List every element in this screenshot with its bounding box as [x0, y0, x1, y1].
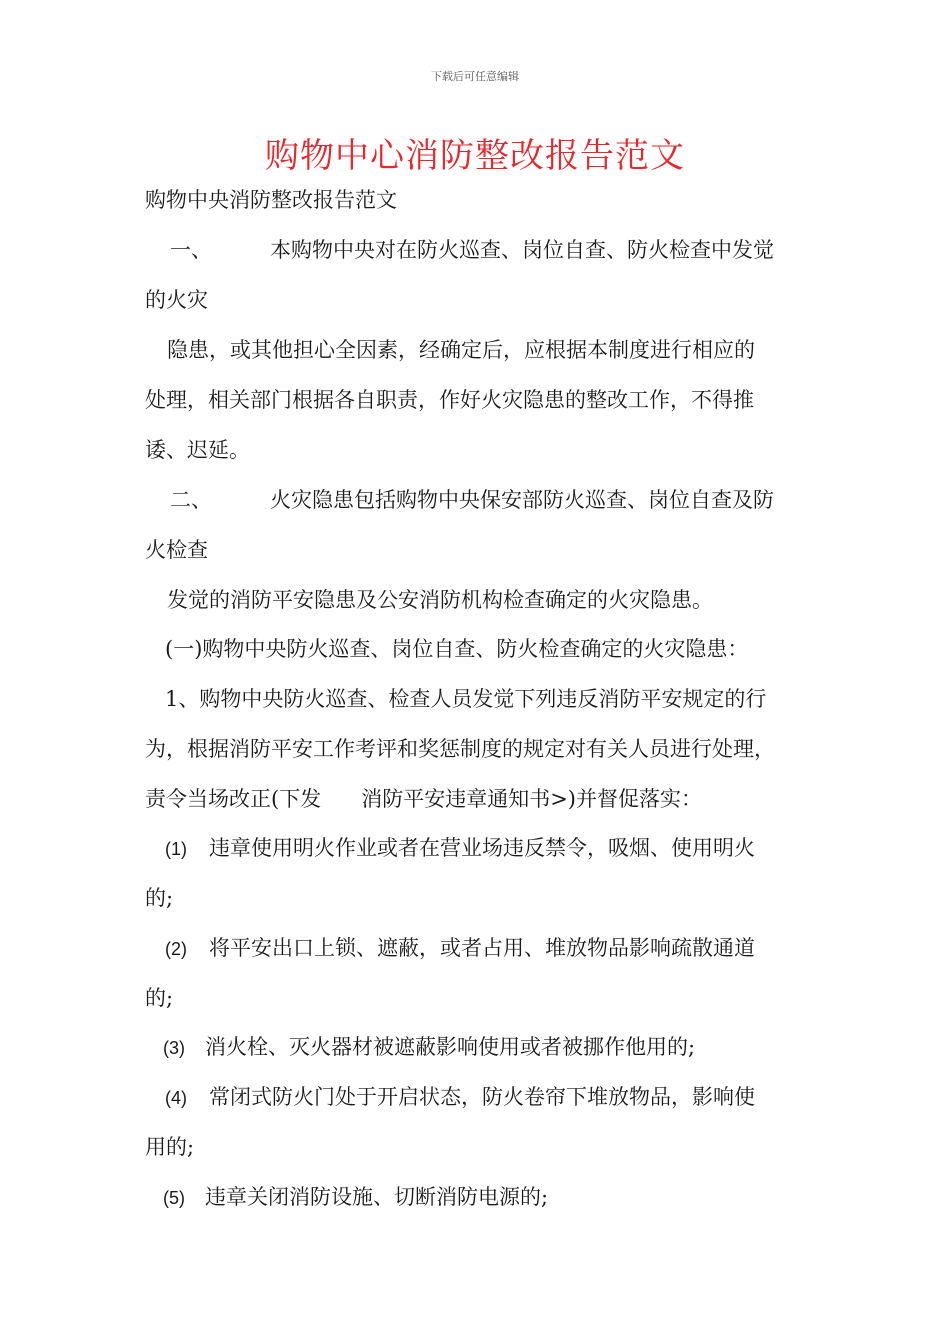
paragraph-4-text-b: 消防平安违章通知书>)并督促落实：: [361, 787, 702, 811]
section-marker-2: 二、: [170, 488, 212, 512]
paragraph-1-line-4: 处理，相关部门根据各自职责，作好火灾隐患的整改工作，不得推: [145, 388, 754, 412]
list-item-5-line-1: [163, 1182, 548, 1213]
header-note: 下载后可任意编辑: [431, 70, 519, 83]
list-item-number: (1): [165, 839, 187, 859]
paragraph-1-line-3: 隐患，或其他担心全因素，经确定后，应根据本制度进行相应的: [167, 338, 755, 362]
document-subtitle: 购物中央消防整改报告范文: [145, 188, 397, 212]
section-marker-1: 一、: [170, 238, 212, 262]
list-item-4-line-1: [165, 1082, 755, 1113]
paragraph-1-line-1: [170, 235, 774, 265]
paragraph-2-text: 火灾隐患包括购物中央保安部防火巡查、岗位自查及防: [270, 488, 774, 512]
paragraph-1-text: 本购物中央对在防火巡查、岗位自查、防火检查中发觉: [270, 238, 774, 262]
list-item-4-line-2: 用的;: [145, 1135, 195, 1159]
paragraph-3-line-1: (一)购物中央防火巡查、岗位自查、防火检查确定的火灾隐患：: [165, 637, 749, 661]
list-item-text: 将平安出口上锁、遮蔽，或者占用、堆放物品影响疏散通道: [209, 936, 755, 960]
paragraph-4-line-3: [145, 784, 702, 814]
paragraph-2-line-3: 发觉的消防平安隐患及公安消防机构检查确定的火灾隐患。: [167, 588, 713, 612]
document-title: 购物中心消防整改报告范文: [265, 136, 685, 176]
list-item-number: (2): [165, 939, 187, 959]
paragraph-2-line-2: 火检查: [145, 538, 208, 562]
paragraph-4-text-a: 责令当场改正(下发: [145, 787, 322, 811]
paragraph-4-line-1: 1、购物中央防火巡查、检查人员发觉下列违反消防平安规定的行: [165, 687, 767, 711]
paragraph-1-line-2: 的火灾: [145, 288, 208, 312]
list-item-text: 消火栓、灭火器材被遮蔽影响使用或者被挪作他用的;: [205, 1035, 696, 1059]
list-item-1-line-1: [165, 833, 755, 864]
list-item-1-line-2: 的;: [145, 886, 174, 910]
list-item-text: 违章使用明火作业或者在营业场违反禁令，吸烟、使用明火: [209, 836, 755, 860]
list-item-number: (3): [163, 1038, 185, 1058]
paragraph-4-line-2: 为，根据消防平安工作考评和奖惩制度的规定对有关人员进行处理，: [145, 737, 775, 761]
list-item-text: 违章关闭消防设施、切断消防电源的;: [205, 1185, 549, 1209]
list-item-3-line-1: [163, 1032, 695, 1063]
list-item-number: (5): [163, 1188, 185, 1208]
list-item-text: 常闭式防火门处于开启状态，防火卷帘下堆放物品，影响使: [209, 1085, 755, 1109]
list-item-number: (4): [165, 1088, 187, 1108]
paragraph-2-line-1: [170, 485, 774, 515]
paragraph-1-line-5: 诿、迟延。: [145, 438, 250, 462]
list-item-2-line-2: 的;: [145, 986, 174, 1010]
list-item-2-line-1: [165, 933, 755, 964]
